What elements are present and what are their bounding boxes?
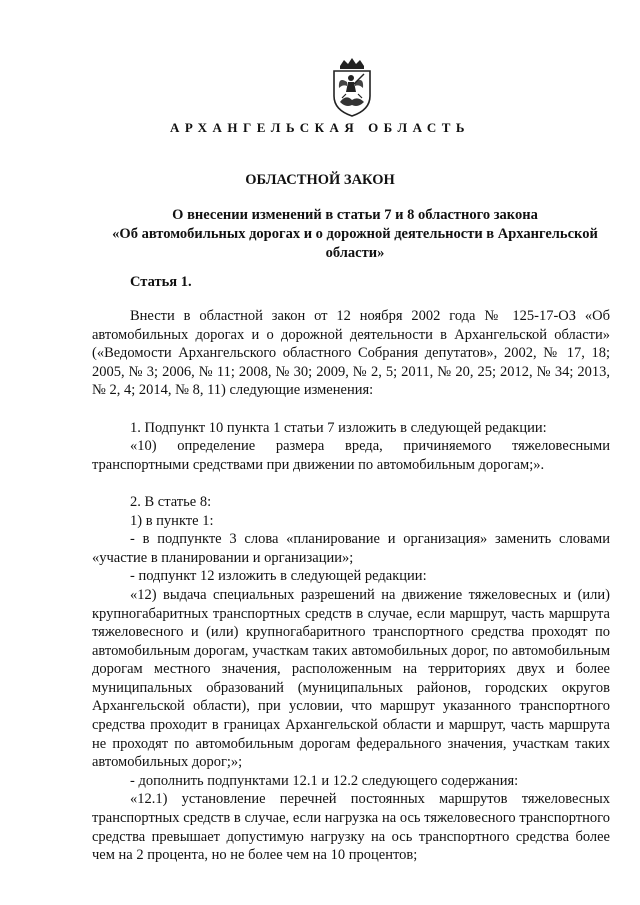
document-type: ОБЛАСТНОЙ ЗАКОН [245, 172, 395, 188]
paragraph-add-subitems-intro: - дополнить подпунктами 12.1 и 12.2 следующего содержания: [130, 772, 519, 789]
paragraph-subitem-10: «10) определение размера вреда, причиняемого тяжеловесными транспортными средствами при движении по автомобильным дорогам;». [92, 438, 610, 473]
region-name: АРХАНГЕЛЬСКАЯ ОБЛАСТЬ [169, 120, 471, 135]
paragraph-preamble: Внести в областной закон от 12 ноября 2002 года № 125-17-ОЗ «Об автомобильных дорогах и о дорожной деятельности в Архангельской области» («Ведомости Архангельского областного Собрания депутатов», 2002, № 17, 18; 2005, № 3; 2006, № 11; 2008, № 30; 2009, № 2, 5; 2011, № 20, 25; 2012, № 34; 2013, № 2, 4; 2014, № 8, 11) следующие изменения: [92, 308, 610, 399]
paragraph-item-1: 1. Подпункт 10 пункта 1 статьи 7 изложить в следующей редакции: [130, 419, 547, 436]
article-heading: Статья 1. [130, 274, 192, 290]
paragraph-subitem-12-intro: - подпункт 12 изложить в следующей редакции: [130, 568, 427, 585]
paragraph-item-2: 2. В статье 8: [130, 493, 212, 510]
article-body [92, 307, 610, 865]
paragraph-subitem-12-1-text: «12.1) установление перечней постоянных маршрутов тяжеловесных транспортных средств в случае, если нагрузка на ось тяжеловесного транспортного средства превышает допустимую нагрузку на ось транспортного средства более чем на 2 процента, но не более чем на 10 процентов; [92, 791, 610, 864]
title-line-2: «Об автомобильных дорогах и о дорожной деятельности в Архангельской области» [112, 226, 598, 261]
paragraph-subitem-12-text: «12) выдача специальных разрешений на движение тяжеловесных и (или) крупногабаритных транспортных средств в случае, если маршрут, часть маршрута тяжеловесного и (или) крупногабаритного транспортного средства проходят по автомобильным дорогам, участкам таких автомобильных дорог, по автомобильным дорогам местного значения, расположенным на территориях двух и более муниципальных образований (муниципальных районов, городских округов Архангельской области), при условии, что маршрут указанного транспортного средства проходит в границах Архангельской области и маршрут, часть маршрута не проходят по автомобильным дорогам федерального значения, участкам таких автомобильных дорог;»; [92, 586, 610, 771]
title-line-1: О внесении изменений в статьи 7 и 8 областного закона [172, 207, 538, 223]
paragraph-subitem-3-change: - в подпункте 3 слова «планирование и организация» заменить словами «участие в планировании и организации»; [92, 531, 610, 566]
document-title [90, 206, 620, 263]
paragraph-point-1: 1) в пункте 1: [130, 512, 214, 529]
coat-of-arms-icon [328, 58, 376, 118]
